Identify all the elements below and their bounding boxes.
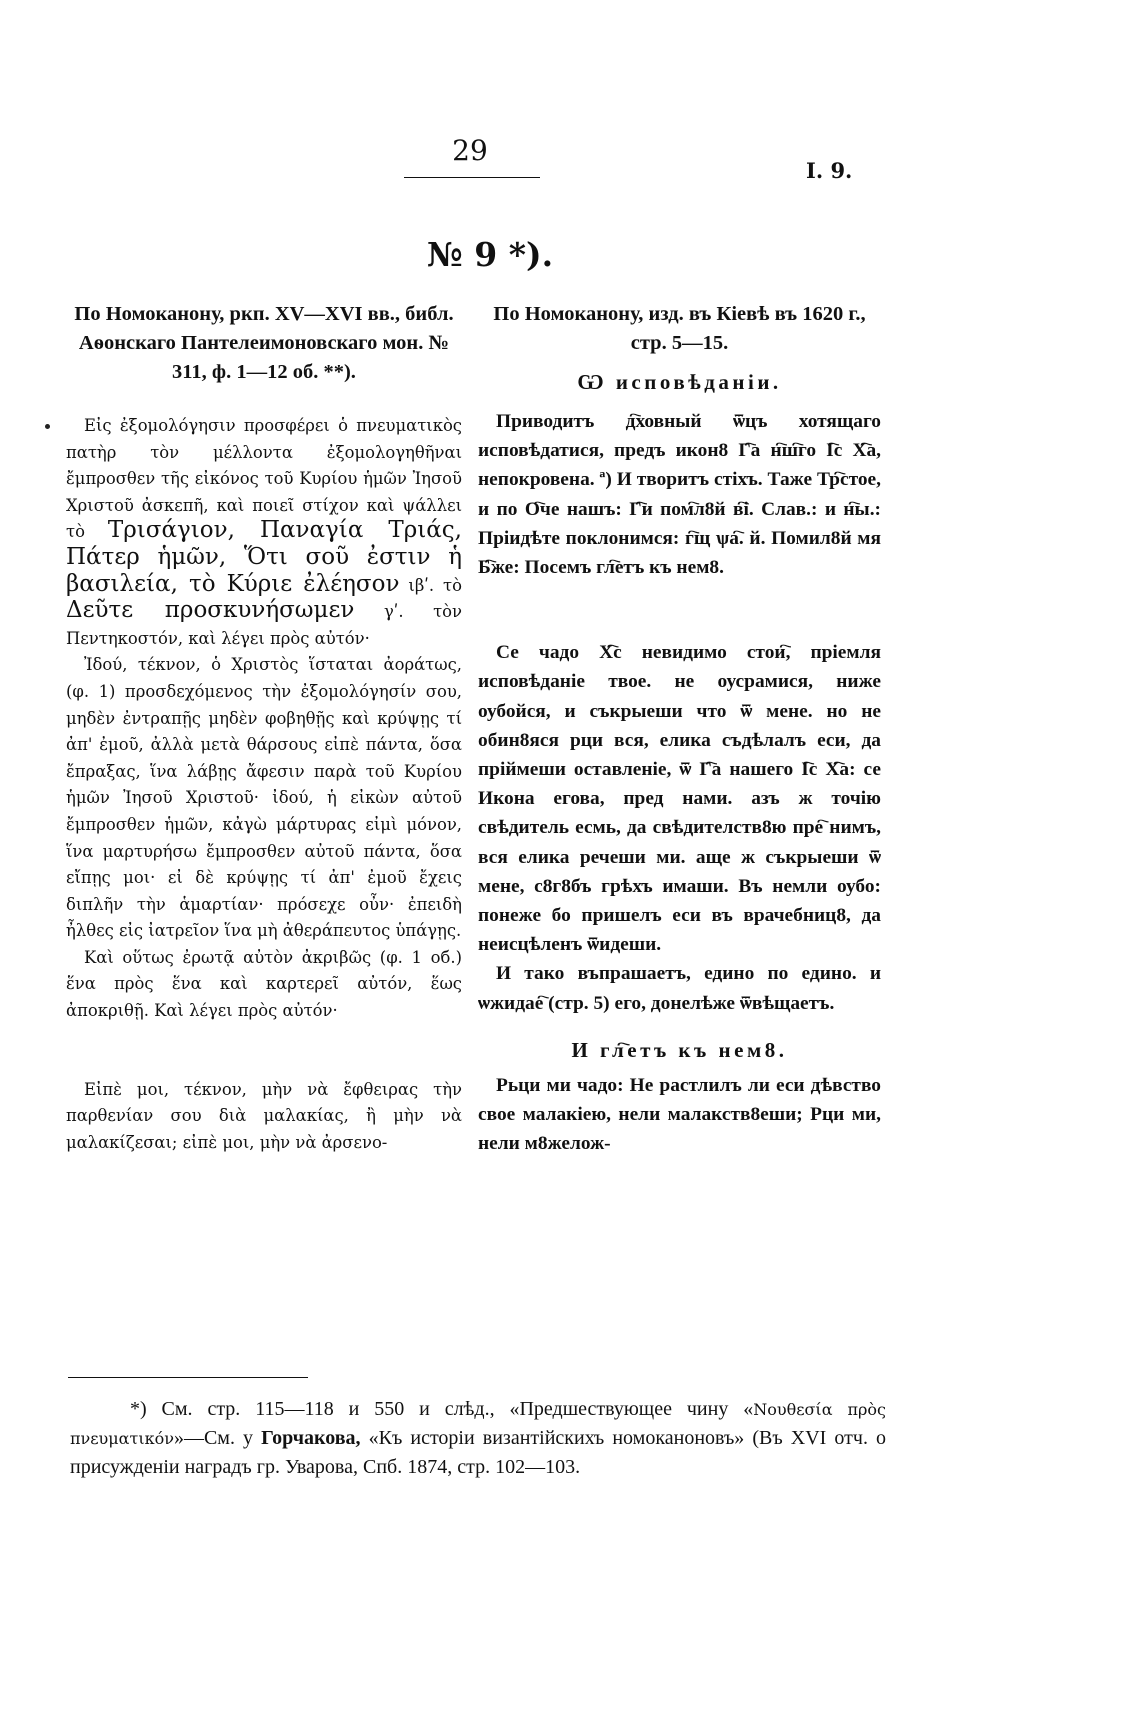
left-p1-a: Εἰς ἐξομολόγησιν προσφέρει ὁ πνευματικὸς πατὴρ τὸν μέλλοντα ἐξομολογηθῆναι ἔμπροσθεν τῆς εἰκόνος τοῦ Κυρίου ἡμῶν Ἰησοῦ Χριστοῦ ἀσκεπῆ, καὶ ποιεῖ στίχον καὶ ψάλλει τὸ	[66, 416, 462, 542]
footnote-rule	[68, 1377, 308, 1378]
left-p1-trisagion: Τρισάγιον, Παναγία Τριάς, Πάτερ ἡμῶν, Ὅτι σοῦ ἐστιν ἡ βασιλεία, τὸ Κύριε ἐλέησον	[66, 517, 462, 597]
left-paragraph-1	[66, 413, 462, 652]
left-p1-c: γʹ. τὸν Πεντηκοστόν, καὶ λέγει πρὸς αὐτόν·	[66, 602, 462, 648]
footnote-b: »—См. у	[173, 1427, 254, 1449]
right-heading-2: И гл҇етъ къ нем8.	[571, 1037, 788, 1062]
signature-mark: I. 9.	[806, 158, 853, 183]
left-paragraph-2: Ἰδού, τέκνον, ὁ Χριστὸς ἵσταται ἀοράτως, (φ. 1) προσδεχόμενος τὴν ἐξομολόγησίν σου, μηδὲν ἐντραπῇς μηδὲν φοβηθῇς καὶ κρύψῃς τί ἀπ' ἐμοῦ, ἀλλὰ μετὰ θάρσους εἰπὲ πάντα, ὅσα ἔπραξας, ἵνα λάβῃς ἄφεσιν παρὰ τοῦ Κυρίου ἡμῶν Ἰησοῦ Χριστοῦ· ἰδού, ἡ εἰκὼν αὐτοῦ ἔμπροσθεν ἡμῶν, κἀγὼ μάρτυρας εἰμὶ μόνον, ἵνα μαρτυρήσω ἔμπροσθεν αὐτοῦ πάντα, ὅσα εἴπῃς μοι· εἰ δὲ κρύψῃς τί ἀπ' ἐμοῦ ἔχεις διπλῆν τὴν ἁμαρτίαν· πρόσεχε οὖν· ἐπειδὴ ἦλθες εἰς ἰατρεῖον ἵνα μὴ ἀθεράπευτος ὑπάγῃς.	[66, 655, 462, 941]
right-paragraph-1: Приводитъ д҇ховный ѿцъ хотящаго исповѣдатися, предъ икон8 Г҇а н҇ш҇го І҇с Х҇а, непокровена. ª) И творитъ стіхъ. Таже Тр҇стое, и по О҇че нашъ: Г҇и пом҇л8й в҇і. Слав.: и н҇ы.: Прiидѣте поклонимся: г҇щ ѱа҇. й. Помил8й мя Б҇же: Посемъ гл҇етъ къ нем8.	[478, 411, 881, 579]
footnote-c: «Къ исторіи византійскихъ номоканоновъ» (Въ XVI отч. о присужденіи наградъ гр. Уварова, Спб. 1874, стр. 102—103.	[70, 1427, 887, 1478]
left-column	[66, 300, 462, 1156]
left-paragraph-4: Εἰπὲ μοι, τέκνον, μὴν νὰ ἔφθειρας τὴν παρθενίαν σου διὰ μαλακίας, ἢ μὴν νὰ μαλακίζεσαι; εἰπὲ μοι, μὴν νὰ ἀρσενο-	[66, 1079, 462, 1152]
left-paragraph-3: Καὶ οὕτως ἐρωτᾷ αὐτὸν ἀκριβῶς (φ. 1 об.) ἕνα πρὸς ἕνα καὶ καρτερεῖ αὐτόν, ἕως ἀποκριθῇ. Καὶ λέγει πρὸς αὐτόν·	[66, 947, 462, 1021]
header-rule	[404, 177, 540, 178]
footnote	[70, 1395, 886, 1482]
document-number-title: № 9 *).	[426, 235, 554, 274]
left-p1-b: ιβʹ. τὸ	[408, 575, 462, 595]
right-source: По Номоканону, изд. въ Кіевѣ въ 1620 г., стр. 5—15.	[493, 303, 866, 354]
right-paragraph-2: Се чадо Х҇с невидимо стои҇, пріемля исповѣданіе твое. не оусрамися, ниже оубойся, и съкрыеши что ѿ мене. но не обин8яся рци вся, елика съдѣлалъ еси, да пріймеши оставленіе, ѿ Г҇а нашего І҇с Х҇а: се Икона егова, пред нами. азъ ж точію свѣдитель есмь, да свѣдителств8ю пре҇ нимъ, вся елика речеши ми. аще ж съкрыеши ѿ мене, с8г8бъ грѣхъ имаши. Въ немли оубо: понеже бо пришелъ еси въ врачебниц8, да неисцѣленъ ѿидеши.	[478, 642, 881, 956]
right-paragraph-4: Рьци ми чадо: Не растлилъ ли еси дѣвство свое малакіею, нели малакств8еши; Рци ми, нели м8желож-	[478, 1074, 881, 1155]
page-number: 29	[452, 134, 488, 167]
footnote-greek: Νουθεσία πρὸς πνευματικόν	[70, 1400, 886, 1448]
footnote-a: *) См. стр. 115—118 и 550 и слѣд., «Предшествующее чину «	[130, 1398, 754, 1420]
left-p1-deute: Δεῦτε προσκυνήσωμεν	[66, 597, 355, 624]
margin-dot	[45, 424, 50, 429]
footnote-author: Горчакова,	[261, 1427, 361, 1449]
right-heading-1: Ѡ исповѣданіи.	[577, 370, 782, 394]
left-source: По Номоканону, ркп. XV—XVI вв., библ. Аѳонскаго Пантелеимоновскаго мон. № 311, ф. 1—12 об. **).	[74, 303, 454, 383]
right-column	[478, 300, 881, 1158]
right-paragraph-3: И тако въпрашаетъ, едино по едино. и ѡжидае҇ (стр. 5) его, донелѣже ѿвѣщаетъ.	[478, 963, 881, 1014]
